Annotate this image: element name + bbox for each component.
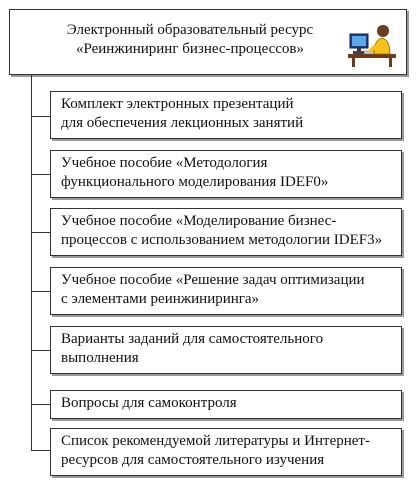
resource-item-presentations xyxy=(50,91,402,139)
root-title xyxy=(40,21,340,59)
item-text-line-2: процессов с использованием методологии IDEF3» xyxy=(61,232,383,248)
connector-line xyxy=(31,116,50,117)
root-title-line-2: «Реинжиниринг бизнес-процессов» xyxy=(75,41,305,57)
connector-line xyxy=(31,232,50,233)
resource-item-assignments xyxy=(50,326,402,374)
resource-item-idef3-guide xyxy=(50,208,402,256)
connector-line xyxy=(31,404,50,405)
connector-line xyxy=(31,350,50,351)
item-text-line-2: с элементами реинжиниринга» xyxy=(61,291,260,307)
item-text-line-1: Варианты заданий для самостоятельного xyxy=(61,331,324,347)
item-text-line-1: Учебное пособие «Моделирование бизнес- xyxy=(61,213,337,229)
connector-line xyxy=(31,450,50,451)
item-text-line-1: Учебное пособие «Решение задач оптимизации xyxy=(61,272,365,288)
person-at-computer-icon xyxy=(346,16,398,68)
tree-spine-line xyxy=(31,75,32,450)
item-text-line-1: Список рекомендуемой литературы и Интернет- xyxy=(61,433,370,449)
root-node xyxy=(9,9,407,75)
resource-item-idef0-guide xyxy=(50,150,402,198)
item-text-line-2: функционального моделирования IDEF0» xyxy=(61,174,329,190)
connector-line xyxy=(31,174,50,175)
resource-item-literature-list xyxy=(50,428,402,476)
resource-item-self-check xyxy=(50,390,402,419)
resource-item-optimization-guide xyxy=(50,267,402,315)
item-text-line-2: для обеспечения лекционных занятий xyxy=(61,115,304,131)
item-text-line-1: Комплект электронных презентаций xyxy=(61,96,294,112)
item-text-line-2: ресурсов для самостоятельного изучения xyxy=(61,452,325,468)
connector-line xyxy=(31,291,50,292)
item-text-line-1: Вопросы для самоконтроля xyxy=(61,395,237,411)
item-text-line-1: Учебное пособие «Методология xyxy=(61,155,268,171)
item-text-line-2: выполнения xyxy=(61,350,139,366)
root-title-line-1: Электронный образовательный ресурс xyxy=(66,22,314,38)
